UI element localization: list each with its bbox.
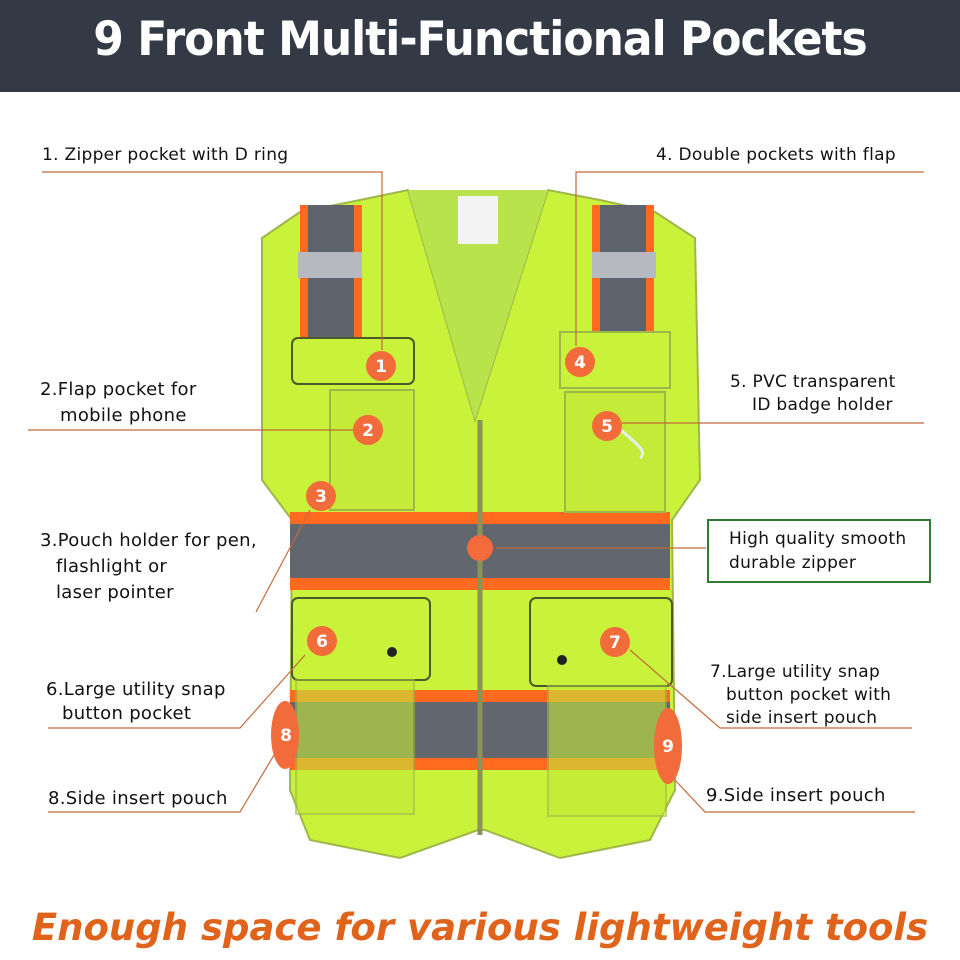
- marker-7: [600, 627, 630, 657]
- marker-2: [353, 415, 383, 445]
- marker-1-label: 1: [375, 357, 387, 377]
- callout-3-line3: laser pointer: [56, 582, 174, 603]
- marker-8-label: 8: [280, 726, 292, 746]
- marker-4-label: 4: [574, 353, 586, 373]
- callout-7-line2: button pocket with: [726, 685, 892, 705]
- callout-7-line1: 7.Large utility snap: [710, 662, 881, 682]
- marker-7-label: 7: [609, 633, 621, 653]
- page-title: 9 Front Multi-Functional Pockets: [93, 11, 867, 68]
- zipper-dot: [467, 535, 493, 561]
- callout-7-line3: side insert pouch: [726, 708, 878, 728]
- zipper-callout-box: [707, 519, 931, 583]
- callout-5-line1: 5. PVC transparent: [730, 372, 896, 392]
- collar-label: [458, 196, 498, 244]
- callout-5-line2: ID badge holder: [752, 395, 893, 415]
- tagline: Enough space for various lightweight tools: [31, 906, 929, 949]
- callout-6-line2: button pocket: [62, 703, 192, 724]
- callout-6-line1: 6.Large utility snap: [46, 679, 226, 700]
- marker-2-label: 2: [362, 421, 374, 441]
- callout-2-line1: 2.Flap pocket for: [40, 379, 197, 400]
- marker-3: [306, 481, 336, 511]
- callout-2-line2: mobile phone: [60, 405, 187, 426]
- marker-4: [565, 347, 595, 377]
- marker-9-label: 9: [662, 737, 674, 757]
- marker-5: [592, 411, 622, 441]
- zipper-callout-line2: durable zipper: [729, 553, 857, 573]
- callout-1: 1. Zipper pocket with D ring: [42, 145, 289, 165]
- callout-4: 4. Double pockets with flap: [656, 145, 896, 165]
- marker-9: [654, 708, 682, 784]
- marker-1: [366, 351, 396, 381]
- marker-5-label: 5: [601, 417, 613, 437]
- marker-8: [271, 701, 299, 769]
- callout-8: 8.Side insert pouch: [48, 788, 228, 809]
- marker-3-label: 3: [315, 487, 327, 507]
- callout-9: 9.Side insert pouch: [706, 785, 886, 806]
- left-chest-pocket: [292, 338, 414, 384]
- marker-6-label: 6: [316, 632, 328, 652]
- zipper-callout-line1: High quality smooth: [729, 529, 907, 549]
- callout-3-line1: 3.Pouch holder for pen,: [40, 530, 257, 551]
- marker-6: [307, 626, 337, 656]
- callout-3-line2: flashlight or: [56, 556, 168, 577]
